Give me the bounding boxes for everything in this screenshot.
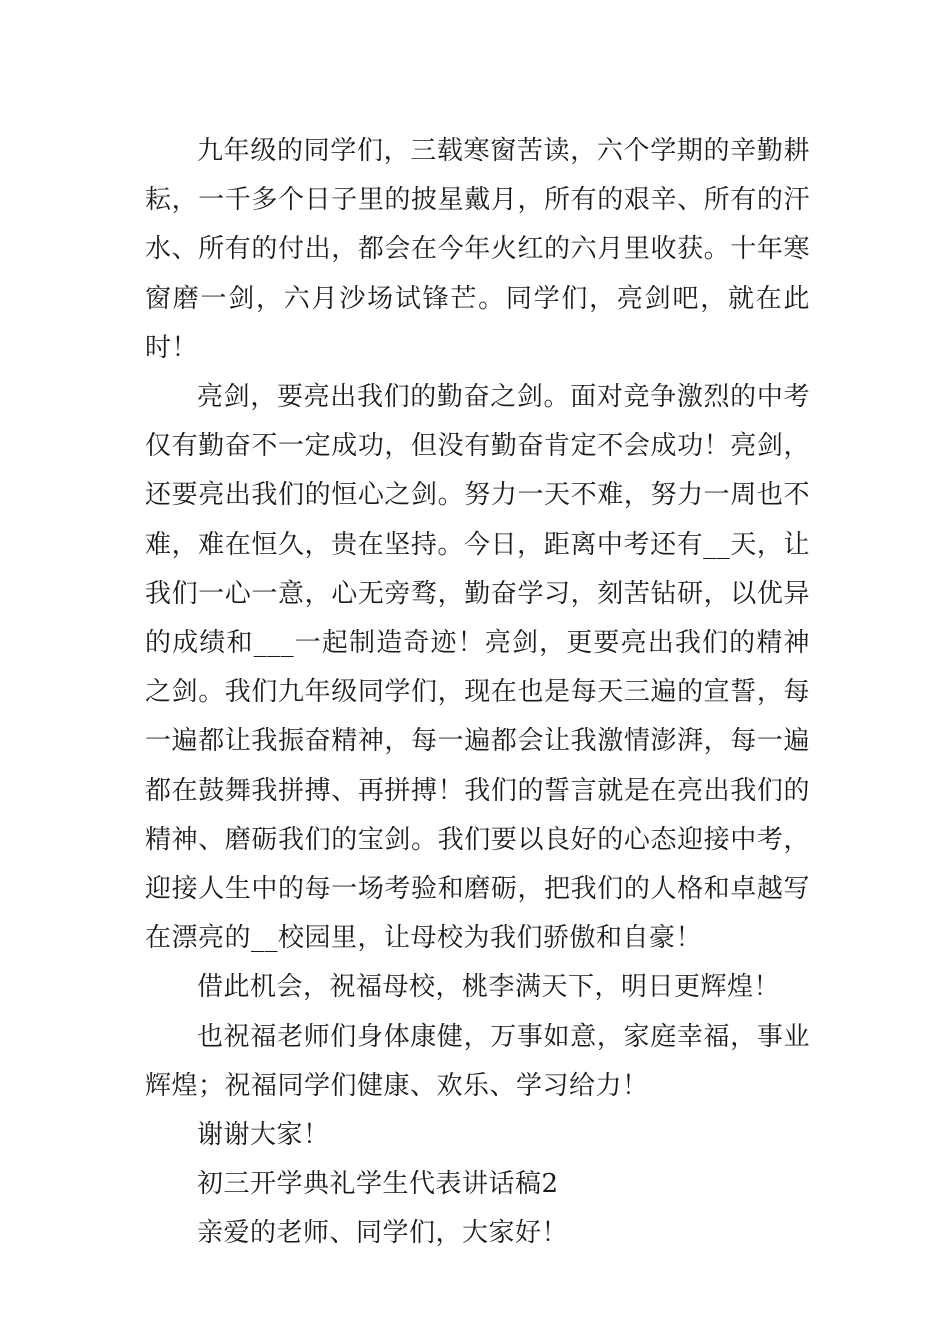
document-body xyxy=(145,127,810,1259)
paragraph-2: 亮剑，要亮出我们的勤奋之剑。面对竞争激烈的中考仅有勤奋不一定成功，但没有勤奋肯定不会成功！亮剑，还要亮出我们的恒心之剑。努力一天不难，努力一周也不难，难在恒久，贵在坚持。今日，距离中考还有__天，让我们一心一意，心无旁骛，勤奋学习，刻苦钻研，以优异的成绩和___一起制造奇迹！亮剑，更要亮出我们的精神之剑。我们九年级同学们，现在也是每天三遍的宣誓，每一遍都让我振奋精神，每一遍都会让我激情澎湃，每一遍都在鼓舞我拼搏、再拼搏！我们的誓言就是在亮出我们的精神、磨砺我们的宝剑。我们要以良好的心态迎接中考，迎接人生中的每一场考验和磨砺，把我们的人格和卓越写在漂亮的__校园里，让母校为我们骄傲和自豪！ xyxy=(145,382,810,954)
paragraph-1: 九年级的同学们，三载寒窗苦读，六个学期的辛勤耕耘，一千多个日子里的披星戴月，所有的艰辛、所有的汗水、所有的付出，都会在今年火红的六月里收获。十年寒窗磨一剑，六月沙场试锋芒。同学们，亮剑吧，就在此时！ xyxy=(145,136,810,363)
paragraph-3: 借此机会，祝福母校，桃李满天下，明日更辉煌！ xyxy=(197,972,781,1003)
section-heading: 初三开学典礼学生代表讲话稿2 xyxy=(197,1169,559,1200)
paragraph-5: 谢谢大家！ xyxy=(197,1120,330,1151)
paragraph-7: 亲爱的老师、同学们，大家好！ xyxy=(197,1218,569,1249)
paragraph-4: 也祝福老师们身体康健，万事如意，家庭幸福，事业辉煌；祝福同学们健康、欢乐、学习给力！ xyxy=(145,1021,810,1101)
